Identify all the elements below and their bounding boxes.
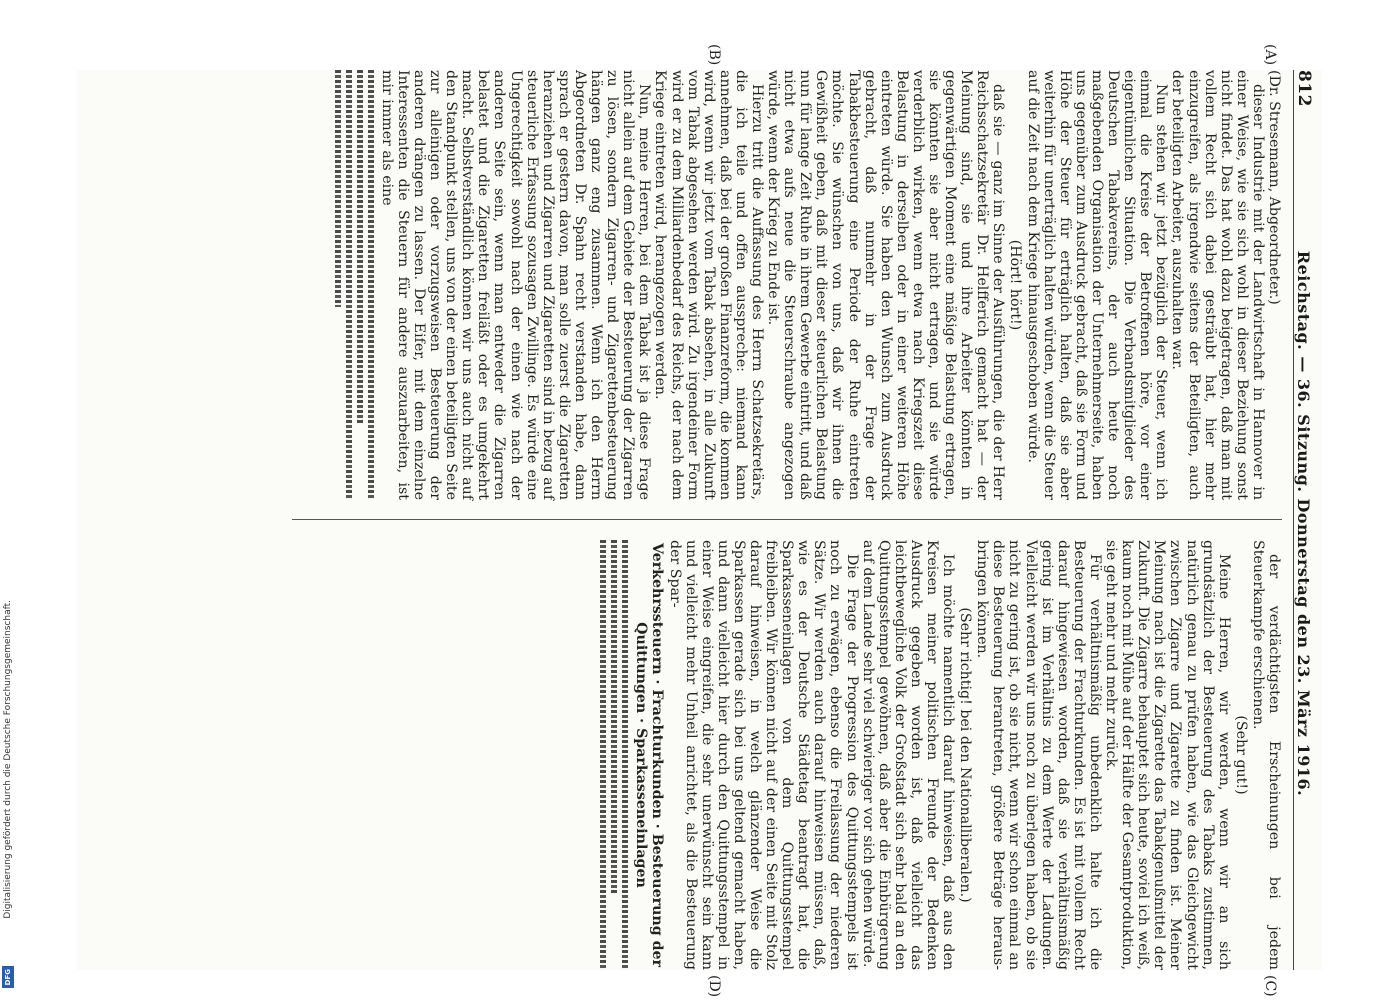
paragraph: Meine Herren, wir werden, wenn wir an sich grundsätzlich der Besteuerung des Tabaks zustimmen, natürlich genau zu prüfen haben, wie das Gleichgewicht zwischen Zigarre und Zigarette zu finden ist. Meiner Meinung nach ist die Zigarette das Tabakgenußmittel der Zukunft. Die Zigarre behauptet sich heute, soviel ich weiß, kaum noch mit Mühe auf der Hälfte der Gesamtproduktion, sie geht mehr und mehr zurück. — [1103, 540, 1232, 970]
paragraph: Die Frage der Progression des Quittungsstempels ist noch zu erwägen, ebenso die Freilassung der niederen Sätze. Wir werden auch darauf hinweisen müssen, daß, wie es der Deutsche Städtetag beantragt hat, die Sparkasseneinlagen von dem Quittungsstempel freibleiben. Wir können nicht auf der einen Seite mit Stolz darauf hinweisen, in welch glänzender Weise die Sparkassen gerade sich bei uns geltend gemacht haben, und dann vielleicht hier durch den Quittungsstempel in einer Weise eingreifen, die sehr unerwünscht sein kann und vielleicht mehr Unheil anrichtet, als die Besteuerung der Spar- — [666, 540, 860, 970]
paragraph: Nun, meine Herren, bei dem Tabak ist ja diese Frage nicht allein auf dem Gebiete der Besteuerung der Zigarren zu lösen, sondern Zigarren- und Zigarettenbesteuerung hängen ganz eng zusammen. Wenn ich den Herrn Abgeordneten Dr. Spahn recht verstanden habe, dann sprach er gestern davon, man solle zuerst die Zigaretten heranziehen und Zigarren und Zigaretten sind in bezug auf steuerliche Erfassung sozusagen Zwillinge. Es würde eine Ungerechtigkeit sowohl nach der einen wie nach der anderen Seite sein, wenn man entweder die Zigarren belastet und die Zigaretten freiläßt oder es umgekehrt macht. Selbstverständlich können wir uns auch nicht auf den Standpunkt stellen, uns von der einen beteiligten Seite zur alleinigen oder vorzugsweisen Besteuerung der anderen drängen zu lassen. Der Eifer, mit dem einzelne Interessenten die Steuern für andere auszuarbeiten, ist mir immer als eine — [378, 70, 653, 500]
margin-marker-b: (B) — [706, 44, 722, 66]
paragraph: Nun stehen wir jetzt bezüglich der Steuer, wenn ich einmal die Kreise der Betroffenen höre, vor einer eigentümlichen Situation. Die Verbandsmitglieder des Deutschen Tabakvereins, der auch heute noch maßgebenden Organisation der Unternehmerseite, haben uns gegenüber zum Ausdruck gebracht, daß sie Form und Höhe der Steuer für erträglich halten, daß sie aber weiterhin für unerträglich halten würden, wenn die Steuer auf die Zeit nach dem Kriege hinausgeschoben würde. — [1024, 70, 1170, 500]
dfg-logo-text: DFG — [4, 968, 12, 986]
paragraph: daß sie — ganz im Sinne der Ausführungen, die der Herr Reichsschatzsekretär Dr. Helfferich gemacht hat — der Meinung sind, sie und ihre Arbeiter könnten in gegenwärtigen Moment eine mäßige Belastung ertragen, sie könnten sie aber nicht ertragen, und sie würde verderblich wirken, wenn etwa nach Kriegszeit diese Belastung in derselben oder in einer weiteren Höhe eintreten würde. Sie haben den Wunsch zum Ausdruck gebracht, daß nunmehr in der Frage der Tabakbesteuerung eine Periode der Ruhe eintreten möchte. Sie wünschen von uns, daß wir ihnen die Gewißheit geben, daß mit dieser steuerlichen Belastung nun für lange Zeit Ruhe in ihrem Gewerbe eintritt, und daß nicht etwa aufs neue die Steuerschraube angezogen würde, wenn der Krieg zu Ende ist. — [765, 70, 1007, 500]
interjection: (Sehr gut!) — [1232, 715, 1249, 795]
paragraph: Ich möchte namentlich darauf hinweisen, daß aus den Kreisen meiner politischen Freunde der Bedenken Ausdruck gegeben worden ist, daß vielleicht das leichtbewegliche Volk der Großstadt sich sehr bald an den Quittungsstempel gewöhnen, daß aber die Einbürgerung auf dem Lande sehr viel schwieriger vor sich gehen würde. — [859, 540, 957, 970]
paragraph: Hierzu tritt die Auffassung des Herrn Schatzsekretärs, die ich teile und offen ausspreche: niemand kann annehmen, daß bei der großen Finanzreform, die kommen wird, wenn wir jetzt vom Tabak absehen, in alle Zukunft vom Tabak abgesehen werden wird. Zu irgendeiner Form wird er zu dem Milliardenbedarf des Reichs, der nach dem Kriege eintreten wird, herangezogen werden. — [652, 70, 765, 500]
bold-term: Besteuerung der Quittungen — [633, 622, 666, 968]
digitization-credit: Digitalisierung gefördert durch die Deutsche Forschungsgemeinschaft. — [3, 600, 13, 919]
paragraph: der verdächtigsten Erscheinungen bei jedem Steuerkampfe erschienen. — [1249, 540, 1282, 970]
bold-term: Frachturkunden — [649, 689, 666, 819]
margin-marker-d: (D) — [706, 975, 722, 998]
text-line-filler — [368, 70, 374, 500]
text-line-filler — [600, 540, 606, 970]
text-line-filler — [346, 70, 352, 500]
rotated-page — [77, 44, 1322, 998]
bold-term: Verkehrssteuern — [649, 542, 666, 675]
page-title: Reichstag. — 36. Sitzung. Donnerstag den 23. März 1916. — [1294, 250, 1313, 797]
text-line-filler — [335, 70, 341, 307]
bold-term-list: Verkehrssteuern · Frachturkunden · Besteuerung der Quittungen · Sparkasseneinlagen — [633, 542, 666, 968]
interjection: (Sehr richtig! bei den Nationalliberalen.) — [957, 607, 974, 903]
margin-marker-a: (A) — [1262, 44, 1278, 66]
speaker-line: (Dr. Stresemann, Abgeordneter.) — [1266, 70, 1282, 305]
text-line-filler — [622, 540, 628, 970]
paragraph: dieser Industrie mit der Landwirtschaft in Hannover in einer Weise, wie sie sich wohl in dieser Beziehung sonst nicht findet. Das hat wohl dazu beigetragen, daß man mit vollem Recht sich dabei gesträubt hat, hier mehr einzugreifen, als irgendwie seitens der Beteiligten, auch der beteiligten Arbeiter, auszuhalten war. — [1169, 70, 1266, 500]
text-line-filler — [611, 540, 617, 893]
page-header — [1293, 70, 1322, 970]
page-number: 812 — [1294, 70, 1314, 107]
text-line-filler — [357, 70, 363, 423]
dfg-logo-icon — [2, 966, 14, 988]
bold-term: Sparkasseneinlagen — [633, 728, 650, 888]
column-divider — [292, 519, 1282, 520]
paragraph: Für verhältnismäßig unbedenklich halte ich die Besteuerung der Frachturkunden. Es ist mit vollem Recht darauf hingewiesen worden, daß sie verhältnismäßig gering ist im Verhältnis zu dem Werte der Ladungen. Vielleicht werden wir uns noch zu überlegen haben, ob sie nicht zu gering ist, ob sie nicht, wenn wir schon einmal an diese Besteuerung herantreten, größere Beträge heraus- bringen können. — [974, 540, 1103, 970]
interjection: (Hört! hört!) — [1007, 239, 1024, 331]
margin-marker-c: (C) — [1262, 975, 1278, 997]
left-column — [330, 70, 1282, 500]
right-column — [595, 540, 1282, 970]
